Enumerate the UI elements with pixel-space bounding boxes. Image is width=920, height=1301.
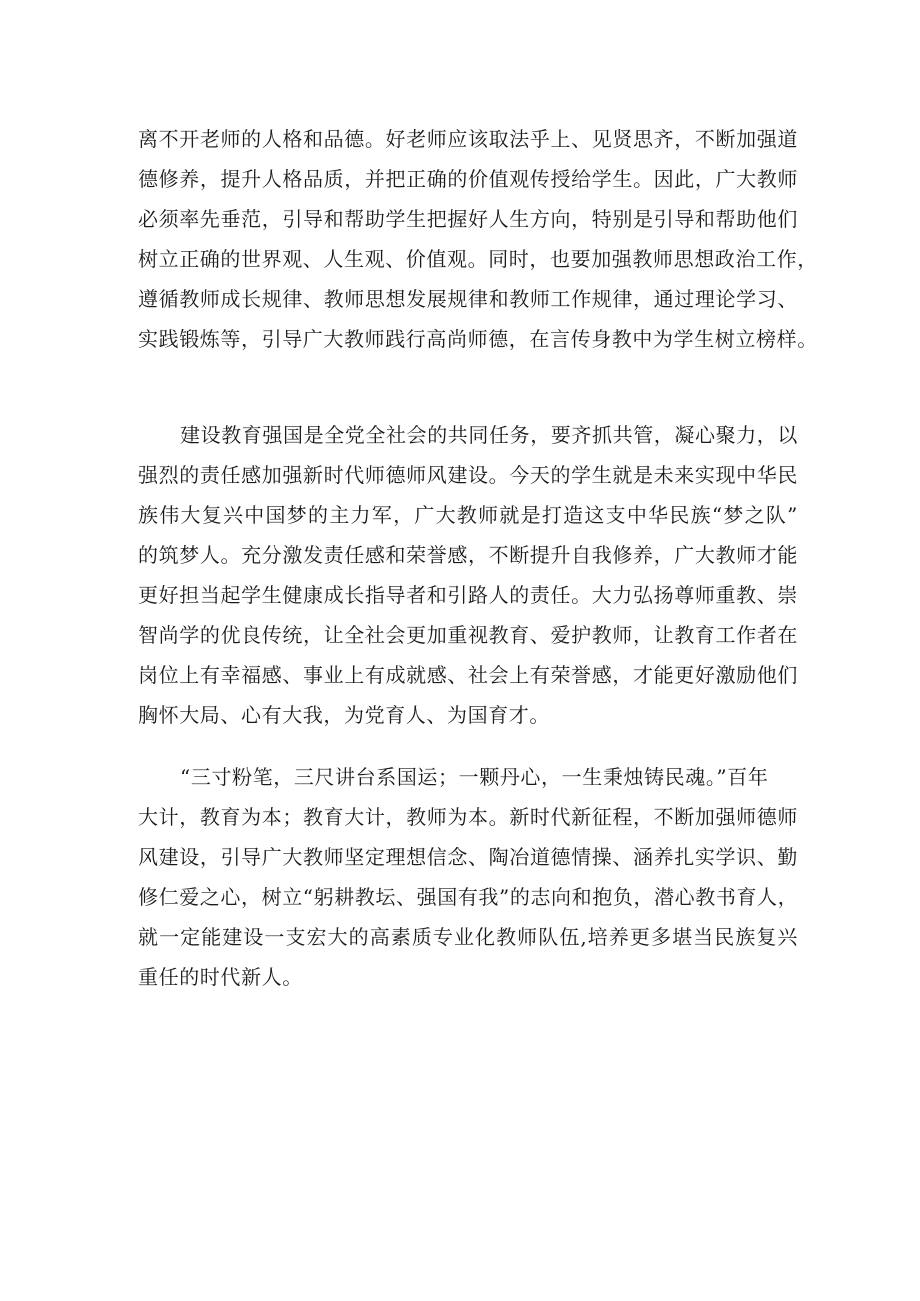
text-line: 离不开老师的人格和品德。好老师应该取法乎上、见贤思齐，不断加强道: [138, 127, 798, 151]
text-line: 就一定能建设一支宏大的高素质专业化教师队伍,培养更多堪当民族复兴: [138, 925, 798, 949]
text-line: 建设教育强国是全党全社会的共同任务，要齐抓共管，凝心聚力，以: [180, 423, 798, 447]
text-line: 德修养，提升人格品质，并把正确的价值观传授给学生。因此，广大教师: [138, 167, 798, 191]
text-line: 遵循教师成长规律、教师思想发展规律和教师工作规律，通过理论学习、: [138, 287, 798, 311]
text-line: “三寸粉笔，三尺讲台系国运；一颗丹心，一生秉烛铸民魂。”百年: [180, 765, 769, 789]
paragraph-2: [138, 415, 798, 735]
text-line: 大计，教育为本；教育大计，教师为本。新时代新征程，不断加强师德师: [138, 805, 798, 829]
text-line: 树立正确的世界观、人生观、价值观。同时，也要加强教师思想政治工作，: [138, 247, 818, 271]
text-line: 必须率先垂范，引导和帮助学生把握好人生方向，特别是引导和帮助他们: [138, 207, 798, 231]
text-line: 智尚学的优良传统，让全社会更加重视教育、爱护教师，让教育工作者在: [138, 623, 798, 647]
paragraph-1: [138, 119, 818, 359]
text-line: 的筑梦人。充分激发责任感和荣誉感，不断提升自我修养，广大教师才能: [138, 543, 798, 567]
text-line: 胸怀大局、心有大我，为党育人、为国育才。: [138, 703, 550, 727]
text-line: 修仁爱之心，树立“躬耕教坛、强国有我”的志向和抱负，潜心教书育人，: [138, 885, 799, 909]
text-line: 实践锻炼等，引导广大教师践行高尚师德，在言传身教中为学生树立榜样。: [138, 327, 818, 351]
text-line: 重任的时代新人。: [138, 965, 303, 989]
text-line: 更好担当起学生健康成长指导者和引路人的责任。大力弘扬尊师重教、崇: [138, 583, 798, 607]
text-line: 族伟大复兴中国梦的主力军，广大教师就是打造这支中华民族“梦之队”: [138, 503, 798, 527]
paragraph-3: [138, 757, 798, 997]
text-line: 岗位上有幸福感、事业上有成就感、社会上有荣誉感，才能更好激励他们: [138, 663, 798, 687]
text-line: 风建设，引导广大教师坚定理想信念、陶冶道德情操、涵养扎实学识、勤: [138, 845, 798, 869]
text-line: 强烈的责任感加强新时代师德师风建设。今天的学生就是未来实现中华民: [138, 463, 798, 487]
